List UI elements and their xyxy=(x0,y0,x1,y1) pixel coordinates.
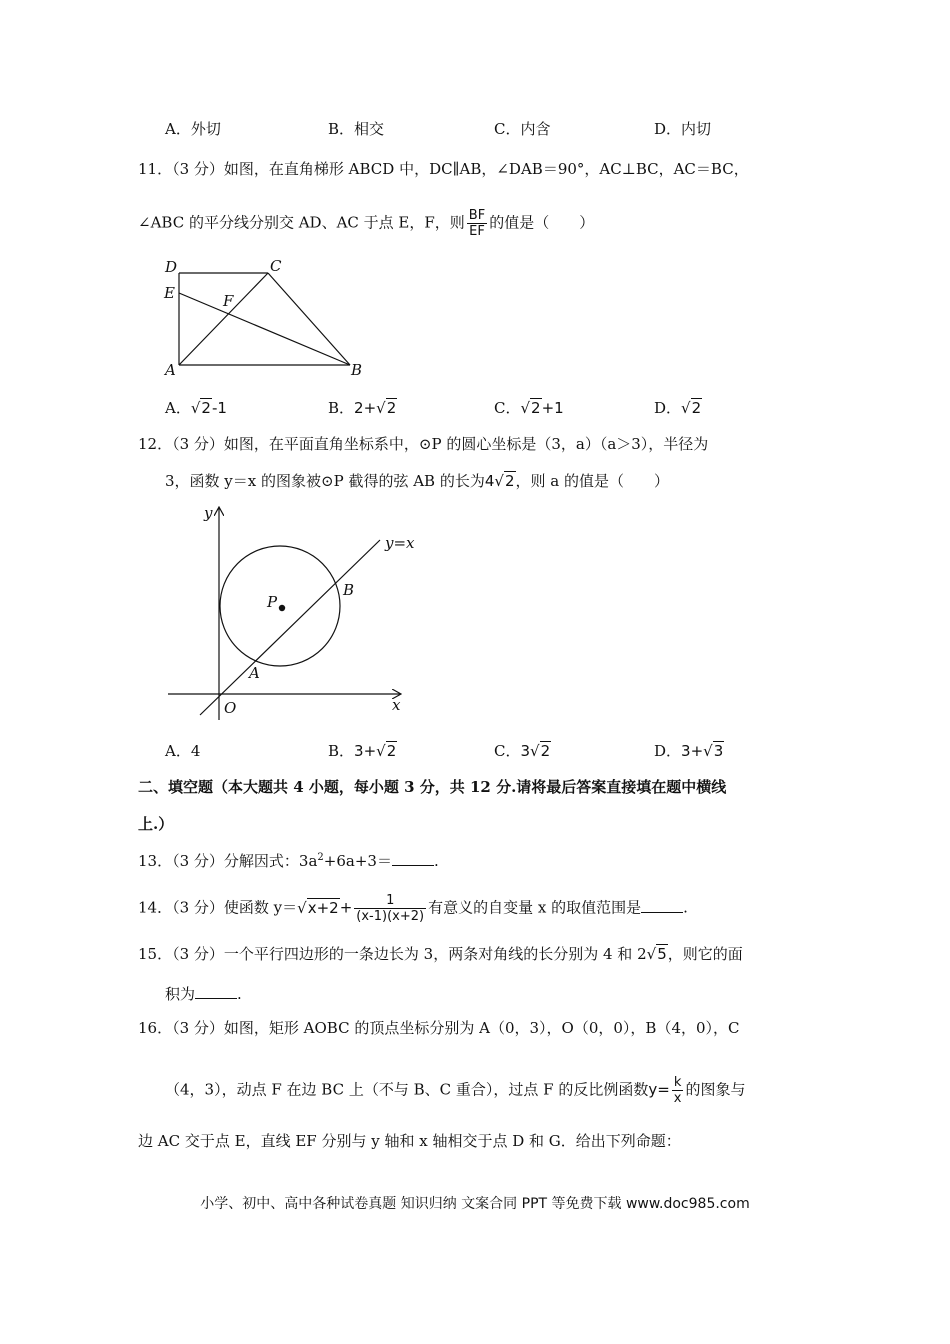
section-2-heading-line1: 二、填空题（本大题共 4 小题，每小题 3 分，共 12 分.请将最后答案直接填在题中横线 xyxy=(138,778,727,796)
sqrt-symbol: √2 xyxy=(376,742,397,760)
q11-fraction-numerator: BF xyxy=(468,208,486,223)
q11-option-b: B．2+√2 xyxy=(328,399,397,417)
q12-option-b: B．3+√2 xyxy=(328,742,397,760)
q11-text-2a: ∠ABC 的平分线分别交 AD、AC 于点 E，F，则 xyxy=(138,213,465,232)
q14-fraction: $\frac{1}{(x-1)(x+2)}$ xyxy=(356,893,425,924)
q12-text-2a: 3，函数 y＝x 的图象被⊙P 截得的弦 AB 的长为 xyxy=(165,472,485,490)
q11-label-d: D xyxy=(165,258,178,276)
sqrt-symbol: √2 xyxy=(190,399,211,417)
q12-text-1: 如图，在平面直角坐标系中，⊙P 的圆心坐标是（3，a）（a＞3），半径为 xyxy=(223,435,709,453)
q11-bisector-be xyxy=(179,293,350,365)
q16-line1: 16．（3 分）如图，矩形 AOBC 的顶点坐标分别为 A（0，3），O（0，0），B（4，0），C xyxy=(138,1019,740,1037)
q11-edge-cb xyxy=(268,273,350,365)
q12-coordinate-figure xyxy=(160,500,420,725)
q16-line2: （4，3），动点 F 在边 BC 上（不与 B、C 重合），过点 F 的反比例函数y= $\frac{k}{x}$ 的图象与 xyxy=(165,1075,746,1106)
q13-line: 13．（3 分）分解因式：$3a^2+6a+3=$ . xyxy=(138,852,439,870)
q15-line1: 15．（3 分）一个平行四边形的一条边长为 3，两条对角线的长分别为 4 和 2√5，则它的面 xyxy=(138,945,743,963)
q11-option-c: C．√2+1 xyxy=(494,399,564,417)
q11-score: （3 分） xyxy=(172,160,224,178)
q11-fraction xyxy=(467,208,487,239)
q11-label-e: E xyxy=(164,284,175,302)
sqrt-symbol: √2 xyxy=(520,399,541,417)
q12-number: 12． xyxy=(138,435,173,453)
q15-answer-blank xyxy=(195,984,237,999)
q12-label-o: O xyxy=(224,699,237,717)
q12-text-2b: ，则 a 的值是（ ） xyxy=(515,472,669,490)
q16-fraction: $\frac{k}{x}$ xyxy=(673,1075,682,1106)
sqrt-symbol: √5 xyxy=(646,945,667,963)
q12-label-b: B xyxy=(343,581,355,599)
q11-option-a: A．√2-1 xyxy=(165,399,227,417)
q14-line: 14．（3 分）使函数 y＝√x+2+ $\frac{1}{(x-1)(x+2)}$ 有意义的自变量 x 的取值范围是 . xyxy=(138,893,688,924)
q12-label-x: x xyxy=(392,696,401,714)
q11-line1 xyxy=(138,158,749,179)
q13-answer-blank xyxy=(392,851,434,866)
q16-line3: 边 AC 交于点 E，直线 EF 分别与 y 轴和 x 轴相交于点 D 和 G．给出下列命题： xyxy=(138,1132,681,1150)
q12-label-y: y xyxy=(204,504,213,522)
sqrt-symbol: √2 xyxy=(376,399,397,417)
sqrt-symbol: √2 xyxy=(494,472,515,490)
q15-line2: 积为 . xyxy=(165,985,242,1003)
q12-label-p: P xyxy=(267,593,278,611)
q11-option-d: D．√2 xyxy=(654,399,702,417)
q12-option-d: D．3+√3 xyxy=(654,742,724,760)
sqrt-symbol: √3 xyxy=(703,742,724,760)
q11-label-b: B xyxy=(351,361,363,379)
section-2-heading-line2: 上.） xyxy=(138,815,174,833)
q12-option-a: A．4 xyxy=(165,742,201,760)
q10-option-d: D．内切 xyxy=(654,120,712,138)
q11-trapezoid-figure xyxy=(160,255,375,380)
q11-label-a: A xyxy=(165,361,176,379)
q11-text-2b: 的值是（ ） xyxy=(489,213,595,232)
q11-label-f: F xyxy=(223,292,234,310)
sqrt-symbol: √2 xyxy=(530,742,551,760)
q11-fraction-denominator: EF xyxy=(469,224,485,239)
q11-text-1: 如图，在直角梯形 ABCD 中，DC∥AB，∠DAB＝90°，AC⊥BC，AC＝BC， xyxy=(223,160,749,178)
q11-number: 11． xyxy=(138,160,173,178)
q11-line2 xyxy=(138,208,594,239)
q12-line1 xyxy=(138,433,708,454)
sqrt-symbol: √2 xyxy=(681,399,702,417)
q12-score: （3 分） xyxy=(172,435,224,453)
q14-answer-blank xyxy=(641,898,683,913)
q12-label-a: A xyxy=(249,664,260,682)
q10-option-b: B．相交 xyxy=(328,120,385,138)
q11-label-c: C xyxy=(270,257,282,275)
line-y-equals-x xyxy=(200,540,380,715)
q11-diagonal-ac xyxy=(179,273,268,365)
q12-label-yx: y=x xyxy=(385,534,415,552)
q12-option-c: C．3√2 xyxy=(494,742,551,760)
center-point-p xyxy=(279,605,285,611)
sqrt-symbol: √x+2 xyxy=(297,898,339,917)
q10-option-c: C．内含 xyxy=(494,120,551,138)
q12-line2: 3，函数 y＝x 的图象被⊙P 截得的弦 AB 的长为4√2，则 a 的值是（ ） xyxy=(165,472,669,490)
q10-option-a: A．外切 xyxy=(165,120,221,138)
page-footer: 小学、初中、高中各种试卷真题 知识归纳 文案合同 PPT 等免费下载 www.doc985.com xyxy=(200,1196,750,1212)
